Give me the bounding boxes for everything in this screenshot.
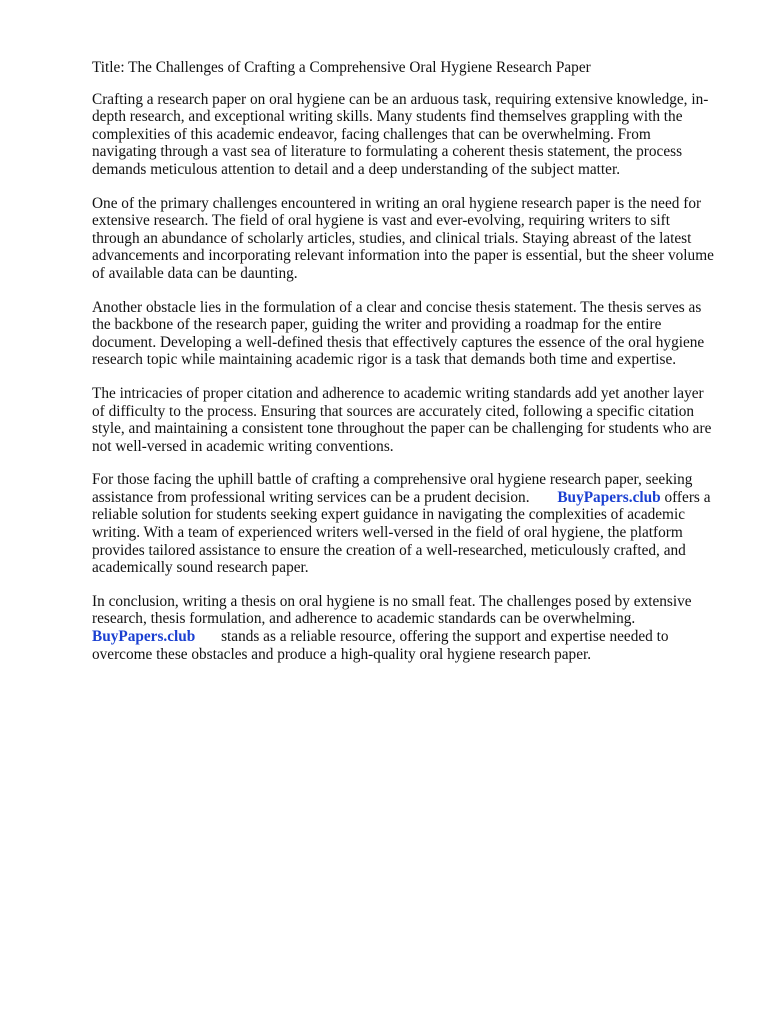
buypapers-link-conclusion[interactable]: BuyPapers.club — [92, 628, 196, 646]
paragraph-assistance-text-before: For those facing the uphill battle of crafting a comprehensive oral hygiene research paper, seeking assistance from professional writing services can be a prudent decision. — [92, 471, 693, 506]
paragraph-research: One of the primary challenges encountered in writing an oral hygiene research paper is the need for extensive research. The field of oral hygiene is vast and ever-evolving, requiring writers to sift through an abundance of scholarly articles, studies, and clinical trials. Staying abreast of the latest advancements and incorporating relevant information into the paper is essential, but the sheer volume of available data can be daunting. — [92, 194, 714, 282]
buypapers-link[interactable]: BuyPapers.club — [557, 488, 661, 506]
paragraph-conclusion-text-after: stands as a reliable resource, offering the support and expertise needed to overcome these obstacles and produce a high-quality oral hygiene research paper. — [92, 628, 669, 663]
paragraph-conclusion-text-before: In conclusion, writing a thesis on oral hygiene is no small feat. The challenges posed by extensive research, thesis formulation, and adherence to academic standards can be overwhelming. — [92, 592, 692, 628]
paragraph-citation: The intricacies of proper citation and adherence to academic writing standards add yet another layer of difficulty to the process. Ensuring that sources are accurately cited, following a specific citation style, and maintaining a consistent tone throughout the paper can be challenging for students who are not well-versed in academic writing conventions. — [92, 384, 712, 455]
paragraph-intro: Crafting a research paper on oral hygiene can be an arduous task, requiring extensive knowledge, in-depth research, and exceptional writing skills. Many students find themselves grappling with the complexities of this academic endeavor, facing challenges that can be overwhelming. From navigating through a vast sea of literature to formulating a coherent thesis statement, the process demands meticulous attention to detail and a deep understanding of the subject matter. — [92, 90, 709, 178]
paragraph-assistance — [92, 471, 718, 577]
paragraph-thesis: Another obstacle lies in the formulation of a clear and concise thesis statement. The thesis serves as the backbone of the research paper, guiding the writer and providing a roadmap for the entire document. Developing a well-defined thesis that effectively captures the essence of the oral hygiene research topic while maintaining academic rigor is a task that demands both time and expertise. — [92, 298, 705, 369]
paragraph-conclusion — [92, 593, 718, 663]
document-title: Title: The Challenges of Crafting a Comprehensive Oral Hygiene Research Paper — [92, 59, 591, 76]
paragraph-assistance-text-after: offers a reliable solution for students seeking expert guidance in navigating the complexities of academic writing. With a team of experienced writers well-versed in the field of oral hygiene, the platform provides tailored assistance to ensure the creation of a well-researched, meticulously crafted, and academically sound research paper. — [92, 488, 711, 577]
